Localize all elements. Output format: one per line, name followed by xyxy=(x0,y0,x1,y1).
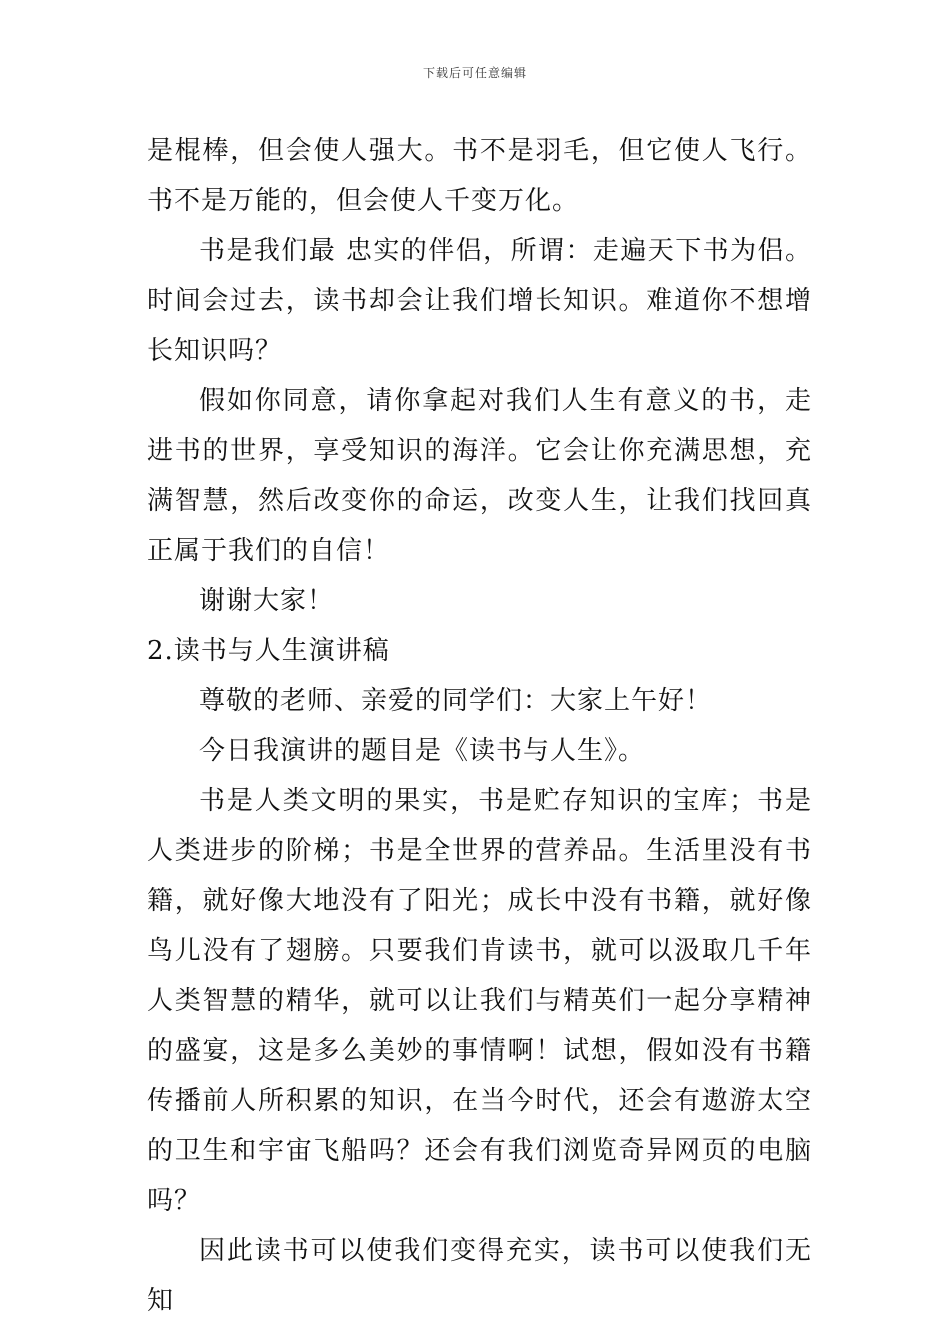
document-body xyxy=(147,126,812,1326)
paragraph: 书是人类文明的果实，书是贮存知识的宝库；书是人类进步的阶梯；书是全世界的营养品。生活里没有书籍，就好像大地没有了阳光；成长中没有书籍，就好像鸟儿没有了翅膀。只要我们肯读书，就可以汲取几千年人类智慧的精华，就可以让我们与精英们一起分享精神的盛宴，这是多么美妙的事情啊！试想，假如没有书籍传播前人所积累的知识，在当今时代，还会有遨游太空的卫生和宇宙飞船吗？还会有我们浏览奇异网页的电脑吗？ xyxy=(147,786,812,1216)
section-heading: 2.读书与人生演讲稿 xyxy=(147,636,390,666)
paragraph-greeting: 尊敬的老师、亲爱的同学们：大家上午好！ xyxy=(199,686,713,716)
header-note: 下载后可任意编辑 xyxy=(422,66,527,80)
paragraph-continuation: 是棍棒，但会使人强大。书不是羽毛，但它使人飞行。书不是万能的，但会使人千变万化。 xyxy=(147,136,812,216)
paragraph-topic: 今日我演讲的题目是《读书与人生》。 xyxy=(199,736,646,766)
paragraph: 因此读书可以使我们变得充实，读书可以使我们无知 xyxy=(147,1236,812,1316)
paragraph-closing: 谢谢大家！ xyxy=(199,586,335,616)
paragraph: 假如你同意，请你拿起对我们人生有意义的书，走进书的世界，享受知识的海洋。它会让你充满思想，充满智慧，然后改变你的命运，改变人生，让我们找回真正属于我们的自信！ xyxy=(147,386,812,566)
paragraph: 书是我们最 忠实的伴侣，所谓：走遍天下书为侣。时间会过去，读书却会让我们增长知识。难道你不想增长知识吗？ xyxy=(147,236,812,366)
